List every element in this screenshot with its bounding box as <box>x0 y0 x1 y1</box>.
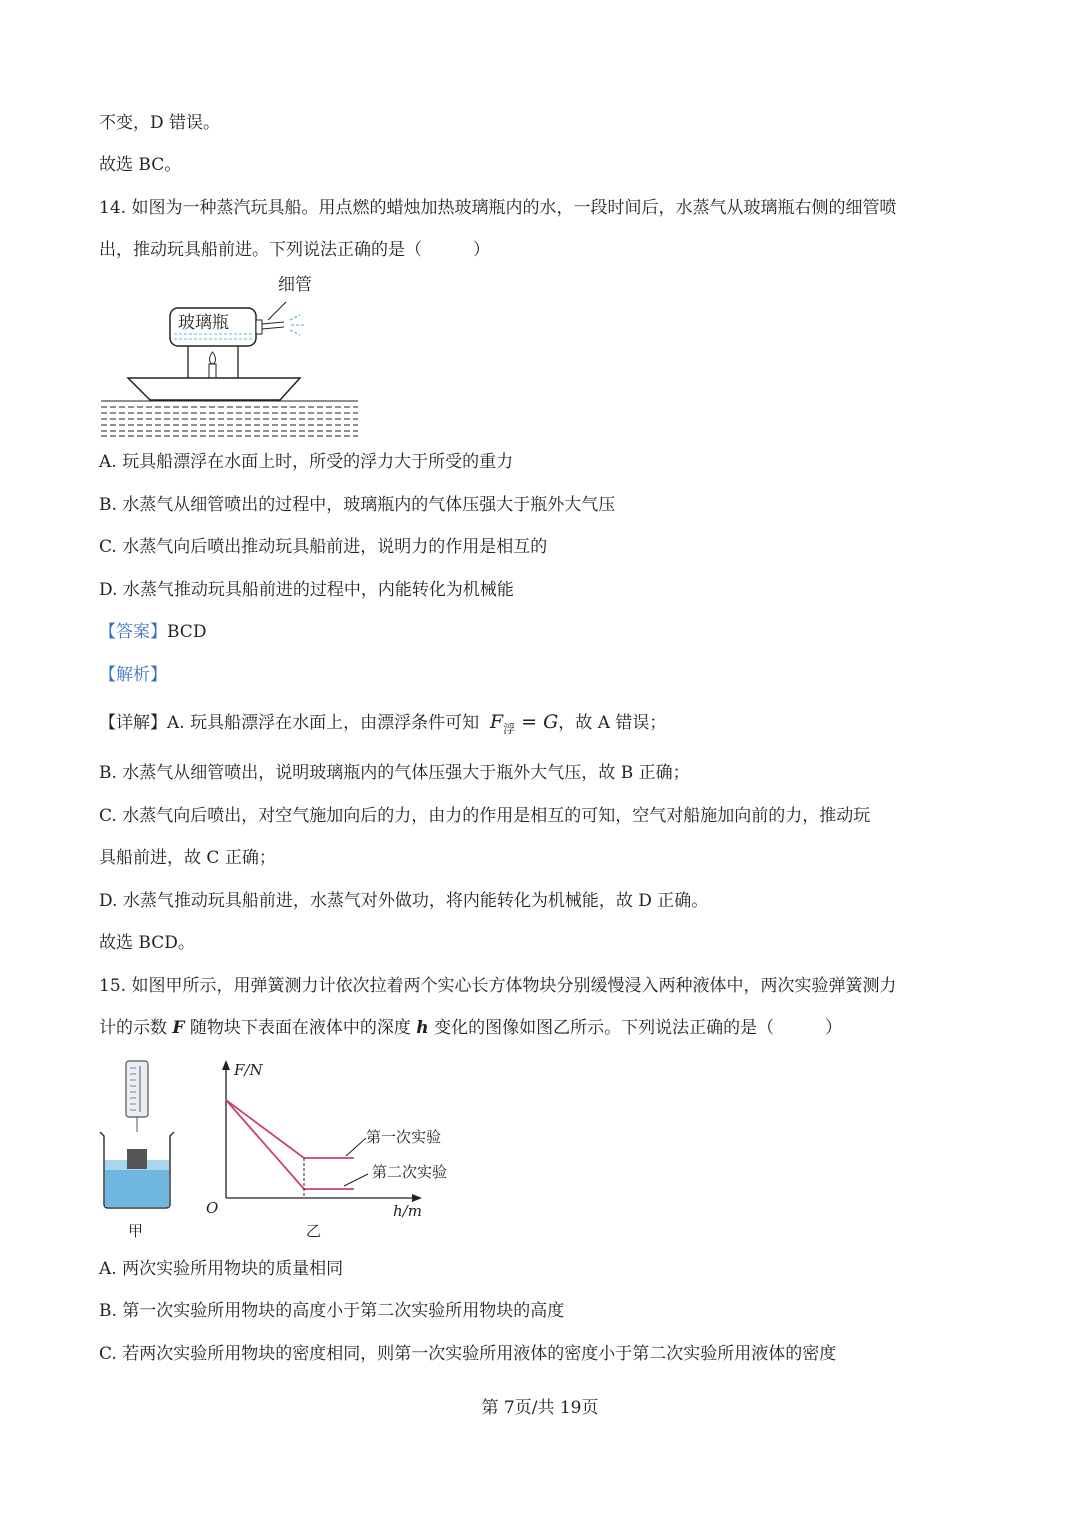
question-14-stem-cont: 出，推动玩具船前进。下列说法正确的是（ ） <box>99 240 490 260</box>
page-footer: 第 7页/共 19页 <box>481 1398 599 1418</box>
bottle-label: 玻璃瓶 <box>178 313 229 333</box>
detail-d: D. 水蒸气推动玩具船前进，水蒸气对外做功，将内能转化为机械能，故 D 正确。 <box>99 891 709 911</box>
force-depth-graph <box>196 1056 476 1244</box>
option-15-c: C. 若两次实验所用物块的密度相同，则第一次实验所用液体的密度小于第二次实验所用液体的密度 <box>99 1344 837 1364</box>
series-line-first-experiment <box>226 1100 354 1158</box>
figure-yi-label: 乙 <box>306 1222 322 1240</box>
series1-label: 第一次实验 <box>366 1128 442 1146</box>
conclusion: 故选 BCD。 <box>99 933 195 953</box>
tube-label: 细管 <box>278 275 312 295</box>
option-15-a: A. 两次实验所用物块的质量相同 <box>99 1259 344 1279</box>
origin-label: O <box>206 1199 219 1217</box>
detail-c-cont: 具船前进，故 C 正确； <box>99 848 276 868</box>
answer-line <box>99 621 206 643</box>
series2-label: 第二次实验 <box>372 1163 448 1181</box>
detail-tag: 【详解】 <box>99 713 167 733</box>
steam-boat-figure <box>98 268 363 440</box>
text-line: 不变，D 错误。 <box>99 113 221 133</box>
option-14-c: C. 水蒸气向后喷出推动玩具船前进，说明力的作用是相互的 <box>99 537 548 557</box>
analysis-tag: 【解析】 <box>99 665 167 685</box>
water-surface <box>101 401 358 436</box>
question-15-stem-cont: 计的示数 F 随物块下表面在液体中的深度 h 变化的图像如图乙所示。下列说法正确的是（ ） <box>99 1018 843 1038</box>
detail-a-end: ，故 A 错误； <box>558 713 667 733</box>
x-axis-label: h/m <box>393 1202 422 1220</box>
candle-flame-icon <box>209 352 215 364</box>
spring-scale <box>126 1061 148 1117</box>
answer-value: BCD <box>167 622 207 642</box>
question-15-stem: 15. 如图甲所示，用弹簧测力计依次拉着两个实心长方体物块分别缓慢浸入两种液体中，两次实验弹簧测力 <box>99 976 897 996</box>
buoyancy-formula: $F_浮 = G$ <box>489 711 559 736</box>
detail-a-text: A. 玩具船漂浮在水面上，由漂浮条件可知 <box>167 713 480 733</box>
figure-jia-label: 甲 <box>128 1222 144 1240</box>
spring-scale-beaker-figure <box>94 1056 180 1244</box>
option-14-a: A. 玩具船漂浮在水面上时，所受的浮力大于所受的重力 <box>99 452 514 472</box>
symbol-f: F <box>172 1018 185 1038</box>
detail-c: C. 水蒸气向后喷出，对空气施加向后的力，由力的作用是相互的可知，空气对船施加向前的力，推动玩 <box>99 806 871 826</box>
boat-hull <box>128 378 300 400</box>
y-axis-arrow-icon <box>222 1060 230 1070</box>
x-axis-arrow-icon <box>412 1194 422 1202</box>
block <box>127 1149 147 1169</box>
option-14-d: D. 水蒸气推动玩具船前进的过程中，内能转化为机械能 <box>99 580 514 600</box>
symbol-h: h <box>416 1018 429 1038</box>
y-axis-label: F/N <box>234 1061 263 1079</box>
answer-tag: 【答案】 <box>99 622 167 642</box>
detail-b: B. 水蒸气从细管喷出，说明玻璃瓶内的气体压强大于瓶外大气压，故 B 正确； <box>99 763 690 783</box>
detail-a <box>99 711 666 740</box>
option-15-b: B. 第一次实验所用物块的高度小于第二次实验所用物块的高度 <box>99 1301 565 1321</box>
question-14-stem: 14. 如图为一种蒸汽玩具船。用点燃的蜡烛加热玻璃瓶内的水，一段时间后，水蒸气从玻璃瓶右侧的细管喷 <box>99 198 897 218</box>
option-14-b: B. 水蒸气从细管喷出的过程中，玻璃瓶内的气体压强大于瓶外大气压 <box>99 495 616 515</box>
text-line: 故选 BC。 <box>99 155 182 175</box>
